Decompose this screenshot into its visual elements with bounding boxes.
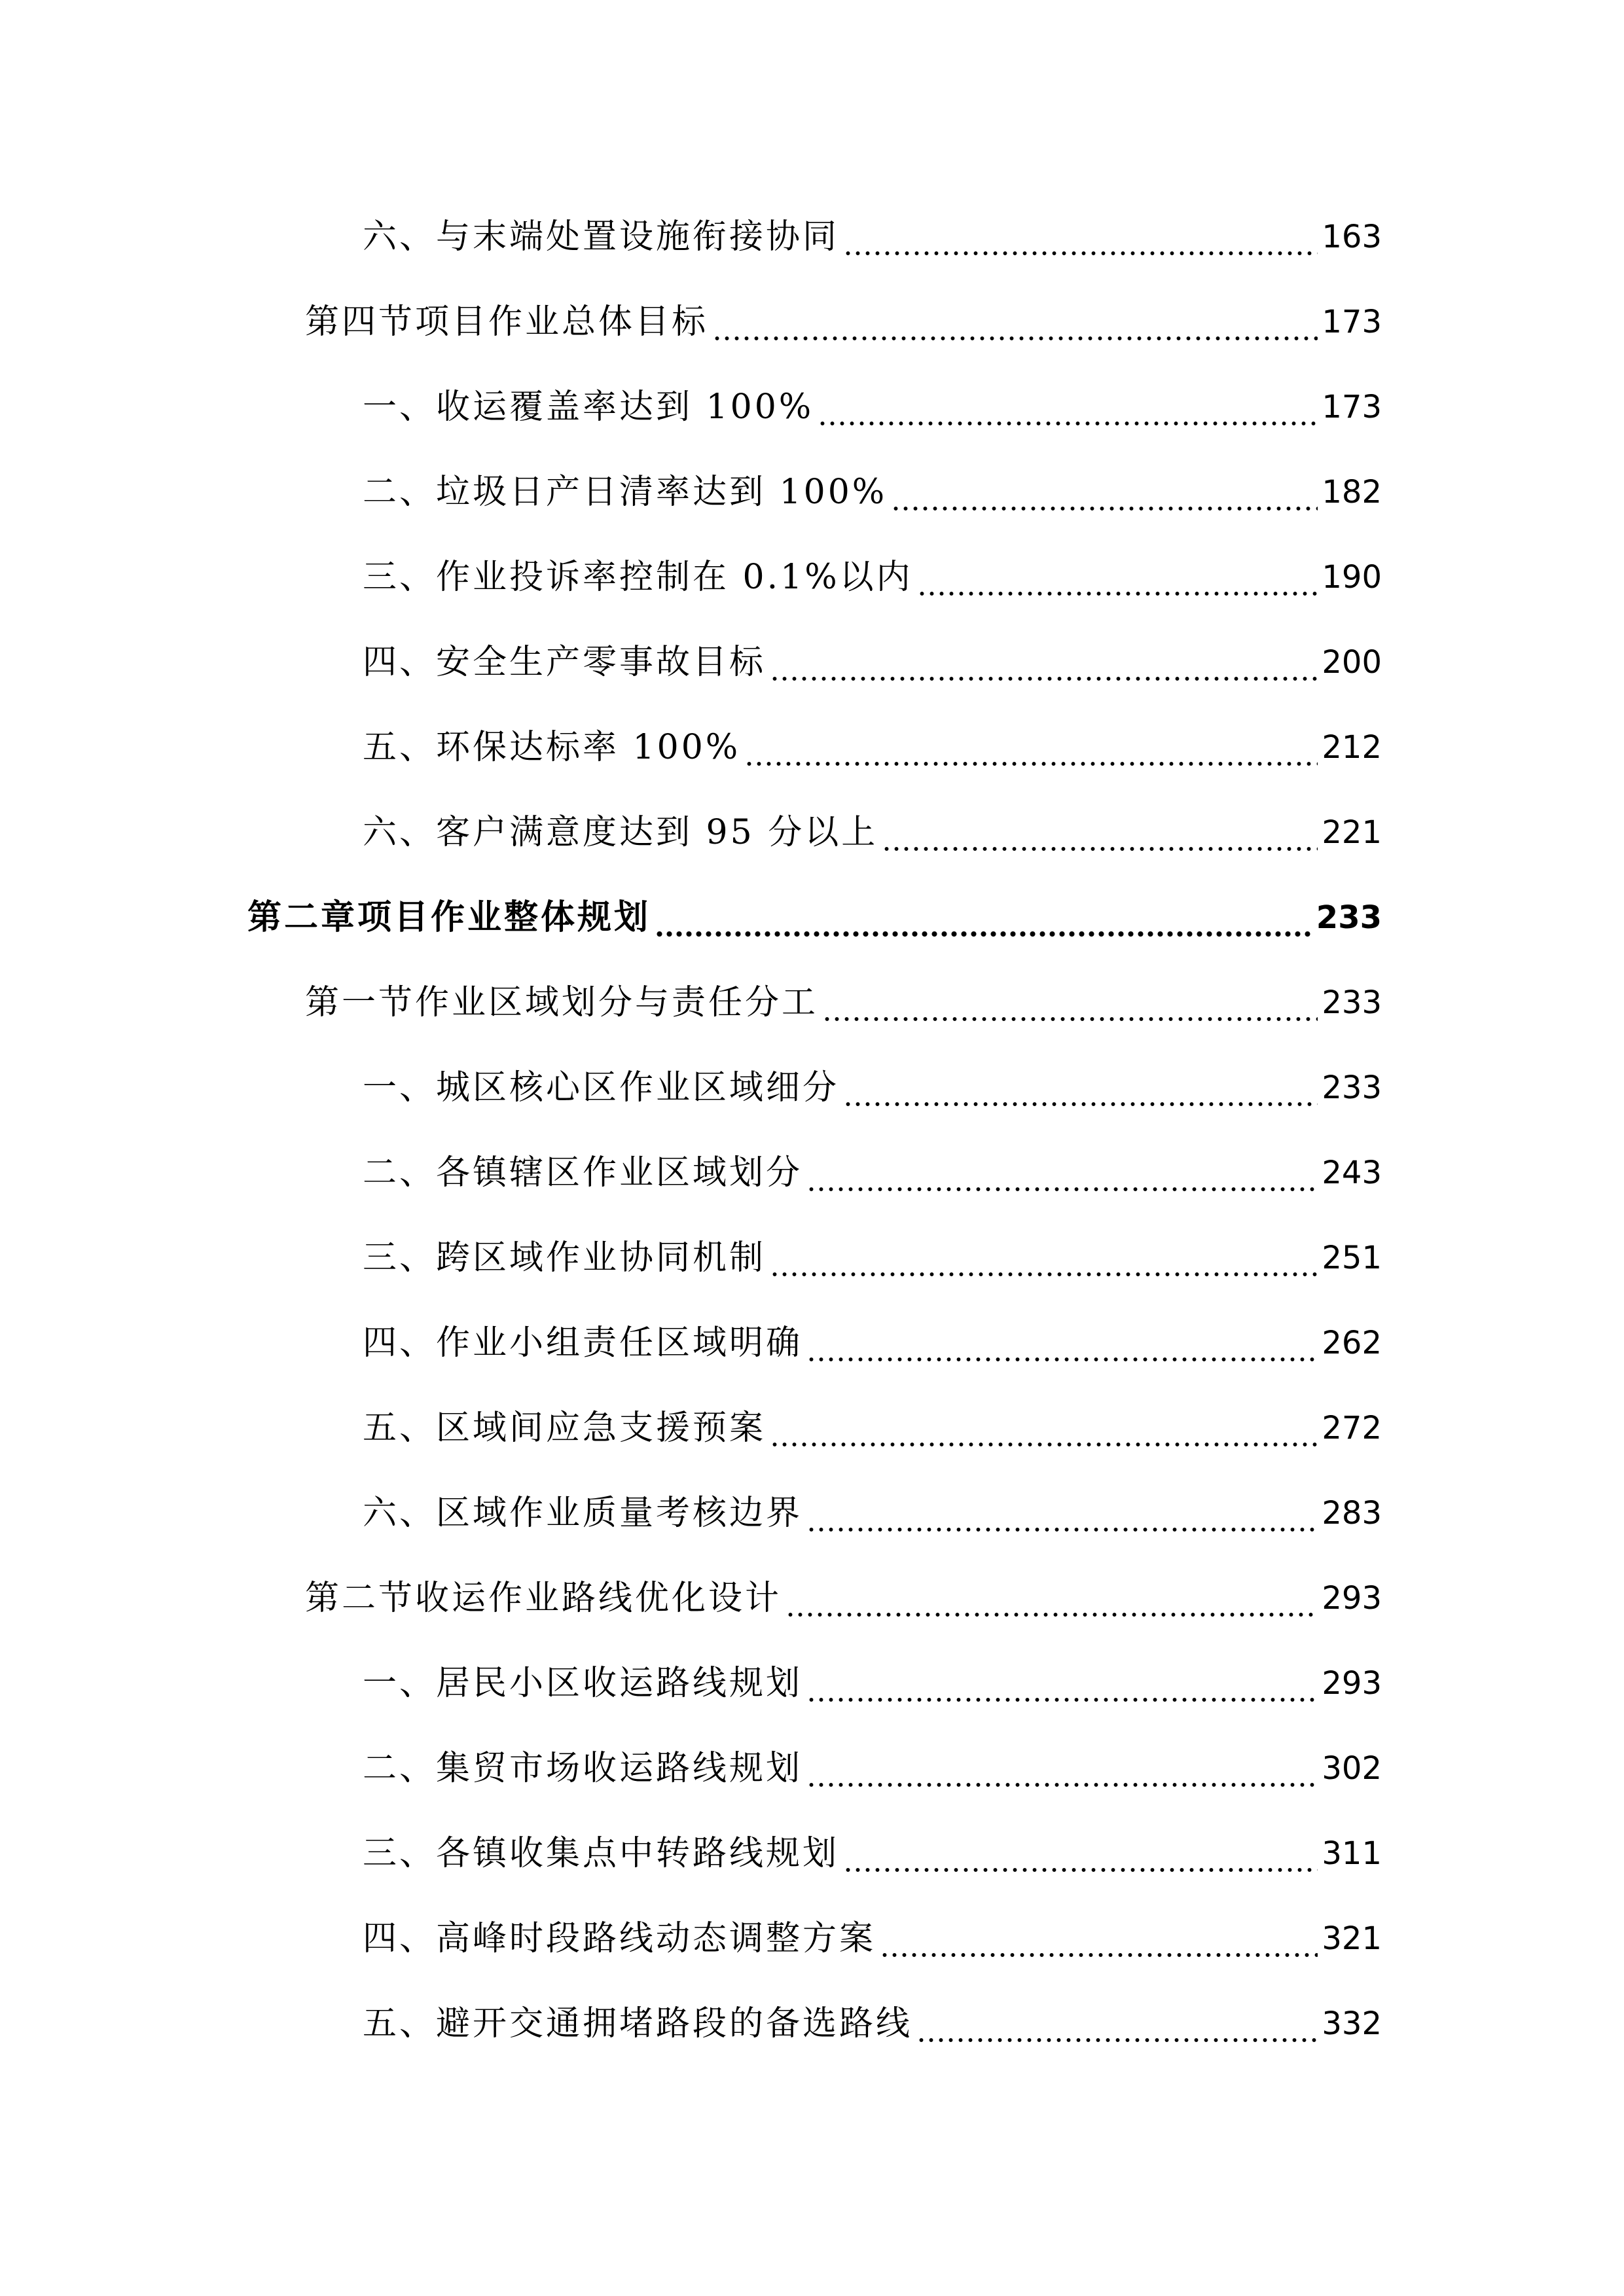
toc-entry-page: 182	[1322, 474, 1382, 511]
toc-dot-leader	[880, 1916, 1318, 1962]
toc-entry[interactable]	[363, 1235, 1382, 1281]
toc-entry-title: 一、收运覆盖率达到 100%	[363, 387, 814, 427]
toc-entry[interactable]	[363, 214, 1382, 260]
toc-dot-leader	[785, 1575, 1318, 1621]
toc-entry[interactable]	[363, 554, 1382, 600]
toc-entry-page: 272	[1322, 1410, 1382, 1446]
toc-entry-page: 293	[1322, 1665, 1382, 1702]
toc-dot-leader	[655, 895, 1312, 941]
toc-entry[interactable]	[305, 1575, 1382, 1621]
toc-dot-leader	[818, 384, 1318, 430]
toc-entry-title: 第二章项目作业整体规划	[247, 897, 651, 937]
toc-dot-leader	[843, 214, 1318, 260]
toc-entry-page: 251	[1322, 1240, 1382, 1276]
toc-entry-page: 233	[1316, 899, 1382, 936]
toc-entry[interactable]	[363, 1490, 1382, 1536]
toc-entry[interactable]	[363, 1065, 1382, 1111]
toc-entry-title: 二、集贸市场收运路线规划	[363, 1749, 803, 1788]
toc-entry[interactable]	[363, 725, 1382, 770]
toc-dot-leader	[917, 554, 1318, 600]
toc-dot-leader	[806, 1320, 1318, 1366]
toc-entry-title: 三、跨区域作业协同机制	[363, 1238, 767, 1278]
toc-entry-title: 五、区域间应急支援预案	[363, 1408, 767, 1448]
toc-entry-page: 190	[1322, 559, 1382, 596]
toc-dot-leader	[882, 810, 1318, 855]
toc-entry-title: 二、各镇辖区作业区域划分	[363, 1153, 803, 1193]
toc-entry-title: 第四节项目作业总体目标	[305, 302, 709, 342]
toc-dot-leader	[843, 1831, 1318, 1876]
toc-entry-page: 163	[1322, 219, 1382, 255]
toc-entry[interactable]	[363, 1746, 1382, 1791]
toc-entry[interactable]	[363, 1150, 1382, 1196]
toc-dot-leader	[712, 299, 1318, 345]
toc-entry[interactable]	[363, 1320, 1382, 1366]
toc-entry-page: 200	[1322, 644, 1382, 681]
toc-chapter-entry[interactable]	[247, 895, 1382, 941]
toc-entry-title: 第一节作业区域划分与责任分工	[305, 983, 819, 1022]
toc-entry-title: 五、环保达标率 100%	[363, 728, 741, 767]
toc-dot-leader	[806, 1746, 1318, 1791]
toc-entry-title: 二、垃圾日产日清率达到 100%	[363, 473, 888, 512]
toc-dot-leader	[744, 725, 1318, 770]
toc-entry-page: 173	[1322, 389, 1382, 425]
toc-entry-title: 五、避开交通拥堵路段的备选路线	[363, 2004, 913, 2043]
toc-entry-page: 233	[1322, 984, 1382, 1021]
toc-entry[interactable]	[363, 1405, 1382, 1451]
toc-entry-title: 六、客户满意度达到 95 分以上	[363, 813, 878, 852]
toc-entry-page: 243	[1322, 1155, 1382, 1191]
toc-entry-page: 293	[1322, 1580, 1382, 1617]
toc-dot-leader	[806, 1490, 1318, 1536]
toc-entry-title: 三、作业投诉率控制在 0.1%以内	[363, 558, 913, 597]
toc-entry[interactable]	[305, 299, 1382, 345]
toc-entry[interactable]	[363, 1916, 1382, 1962]
toc-entry-title: 第二节收运作业路线优化设计	[305, 1579, 782, 1618]
toc-dot-leader	[806, 1150, 1318, 1196]
toc-entry[interactable]	[363, 810, 1382, 855]
toc-entry-title: 一、城区核心区作业区域细分	[363, 1068, 840, 1107]
toc-dot-leader	[806, 1660, 1318, 1706]
toc-entry-page: 321	[1322, 1920, 1382, 1957]
toc-entry-page: 332	[1322, 2005, 1382, 2042]
toc-entry[interactable]	[305, 980, 1382, 1026]
toc-entry-page: 302	[1322, 1750, 1382, 1787]
toc-dot-leader	[770, 1235, 1318, 1281]
toc-entry-title: 六、区域作业质量考核边界	[363, 1494, 803, 1533]
toc-entry[interactable]	[363, 2001, 1382, 2047]
toc-dot-leader	[770, 639, 1318, 685]
toc-entry[interactable]	[363, 1660, 1382, 1706]
toc-entry-title: 四、作业小组责任区域明确	[363, 1323, 803, 1363]
toc-dot-leader	[822, 980, 1318, 1026]
toc-entry-page: 283	[1322, 1495, 1382, 1532]
toc-entry-page: 311	[1322, 1835, 1382, 1872]
toc-entry-title: 六、与末端处置设施衔接协同	[363, 217, 840, 257]
toc-entry-page: 221	[1322, 814, 1382, 851]
toc-entry[interactable]	[363, 469, 1382, 515]
toc-entry-page: 173	[1322, 304, 1382, 340]
toc-entry-title: 一、居民小区收运路线规划	[363, 1664, 803, 1703]
toc-dot-leader	[891, 469, 1318, 515]
toc-entry-title: 四、安全生产零事故目标	[363, 643, 767, 682]
toc-dot-leader	[916, 2001, 1318, 2047]
toc-entry-page: 262	[1322, 1325, 1382, 1361]
toc-entry-page: 212	[1322, 729, 1382, 766]
toc-entry-title: 三、各镇收集点中转路线规划	[363, 1834, 840, 1873]
toc-entry[interactable]	[363, 1831, 1382, 1876]
toc-entry-title: 四、高峰时段路线动态调整方案	[363, 1919, 876, 1958]
toc-dot-leader	[770, 1405, 1318, 1451]
toc-dot-leader	[843, 1065, 1318, 1111]
toc-entry[interactable]	[363, 384, 1382, 430]
toc-entry-page: 233	[1322, 1069, 1382, 1106]
toc-entry[interactable]	[363, 639, 1382, 685]
